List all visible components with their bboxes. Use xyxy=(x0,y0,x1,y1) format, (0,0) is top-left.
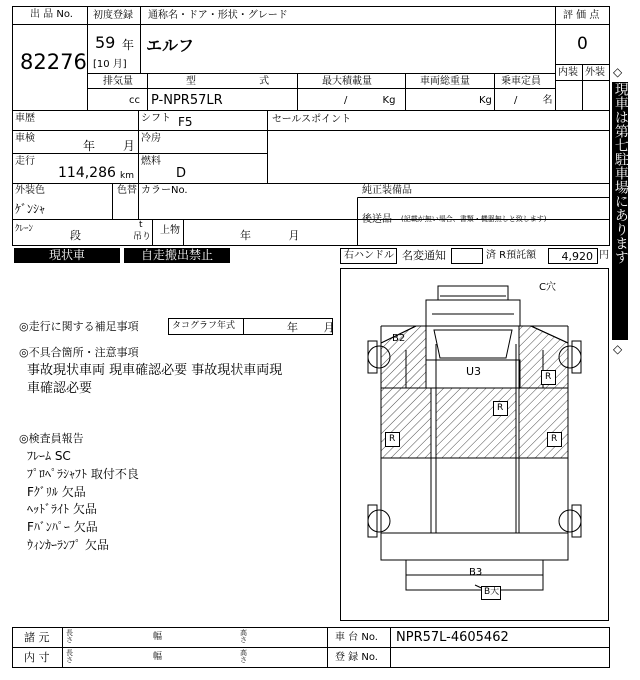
right-handle-box xyxy=(340,248,397,264)
recycle-amount-box xyxy=(548,248,598,264)
side-banner-text: 現車は第七駐車場にあります xyxy=(612,82,629,264)
repair-mark-left-side: R xyxy=(385,432,400,447)
ac-label: 冷房 xyxy=(141,133,161,144)
height-label: 高さ xyxy=(240,629,247,644)
first-registration-label: 初度登録 xyxy=(93,10,133,21)
banner-bottom-diamond: ◇ xyxy=(613,342,623,356)
inspector-line: Fﾊﾞﾝﾊﾟｰ 欠品 xyxy=(27,520,98,534)
mileage-label: 走行 xyxy=(15,156,35,167)
first-registration-month: [10 月] xyxy=(93,59,127,70)
crane-label: ｸﾚｰﾝ xyxy=(15,224,34,234)
b-large-mark: B大 xyxy=(481,586,501,600)
score-value: 0 xyxy=(577,34,588,54)
fuel-label: 燃料 xyxy=(141,156,161,167)
aftermarket-note: (記載が無い場合、書類・機器無しと致します) xyxy=(401,215,547,223)
year-unit: 年 xyxy=(122,38,135,52)
no-self-drive-badge: 自走搬出禁止 xyxy=(124,248,230,263)
height-label: 高さ xyxy=(240,649,247,664)
side-banner xyxy=(612,82,628,340)
capacity-label: 乗車定員 xyxy=(501,76,541,87)
score-label: 評 価 点 xyxy=(563,10,600,21)
sales-points-label: セールスポイント xyxy=(272,114,352,125)
repair-mark-bed-center: R xyxy=(493,401,508,416)
max-load-label: 最大積載量 xyxy=(322,76,372,87)
upper-body-label: 上物 xyxy=(160,225,180,236)
lot-number: 82276 xyxy=(20,50,87,74)
first-registration-year: 59 xyxy=(95,33,116,52)
inspection-label: 車検 xyxy=(15,133,35,144)
crane-ton-label: 吊り xyxy=(133,232,152,242)
banner-top-diamond: ◇ xyxy=(613,65,623,79)
right-handle-label: 右ハンドル xyxy=(344,250,394,261)
inspector-line: ﾌﾚｰﾑ SC xyxy=(27,449,71,463)
gross-weight-label: 車両総重量 xyxy=(420,76,470,87)
specs-label: 諸 元 xyxy=(24,631,50,644)
tacho-label: タコグラフ年式 xyxy=(172,321,236,331)
length-label: 長さ xyxy=(66,649,73,664)
exterior-grade-label: 外装 xyxy=(585,67,605,78)
b2-label: B2 xyxy=(392,333,406,344)
damage-hatch-front xyxy=(381,326,568,458)
shift-value: F5 xyxy=(178,115,193,129)
b3-label: B3 xyxy=(469,567,483,578)
defects-line-1: 事故現状車両 現車確認必要 事故現状車両現 xyxy=(27,363,283,378)
color-no-label: カラーNo. xyxy=(141,185,188,196)
inspector-line: Fｸﾞﾘﾙ 欠品 xyxy=(27,485,86,499)
name-change-label: 名変通知 xyxy=(402,249,446,262)
model-code: P-NPR57LR xyxy=(151,93,223,108)
history-label: 車歴 xyxy=(15,113,35,124)
length-label: 長さ xyxy=(66,629,73,644)
model-label: 型 式 xyxy=(186,76,300,87)
tacho-value: 年 月 xyxy=(287,321,335,334)
max-load-value: / Kg xyxy=(344,95,396,106)
car-name-label: 通称名・ドア・形状・グレード xyxy=(148,10,288,21)
recycle-unit: 円 xyxy=(599,250,609,261)
crane-ton-t: t xyxy=(139,220,143,230)
inspector-line: ｳｨﾝｶｰﾗﾝﾌﾟ 欠品 xyxy=(27,538,109,552)
inspector-line: ﾍｯﾄﾞﾗｲﾄ 欠品 xyxy=(27,502,97,516)
upper-body-value: 年 月 xyxy=(240,229,300,242)
chassis-number: NPR57L-4605462 xyxy=(396,630,509,645)
current-state-badge: 現状車 xyxy=(14,248,120,263)
recycle-amount: 4,920 xyxy=(561,250,593,263)
aftermarket-label: 後送品 xyxy=(362,214,392,225)
interior-grade-label: 内装 xyxy=(558,67,578,78)
dims-label: 内 寸 xyxy=(24,651,50,664)
shift-label: シフト xyxy=(141,113,171,124)
mileage-value: 114,286 xyxy=(58,165,116,181)
defects-line-2: 車確認必要 xyxy=(27,381,93,396)
crane-stage: 段 xyxy=(70,229,81,242)
inspector-line: ﾌﾟﾛﾍﾟﾗｼｬﾌﾄ 取付不良 xyxy=(27,467,139,481)
fuel-value: D xyxy=(176,166,187,181)
c-hole-label: C穴 xyxy=(539,282,556,293)
defects-label: ◎不具合箇所・注意事項 xyxy=(19,346,139,359)
driving-notes-label: ◎走行に関する補足事項 xyxy=(19,320,139,333)
inspection-value: 年 月 xyxy=(83,139,135,153)
name-change-box xyxy=(451,248,483,264)
genuine-equipment-label: 純正装備品 xyxy=(362,185,412,196)
exterior-color-label: 外装色 xyxy=(15,185,45,196)
width-label: 幅 xyxy=(153,652,163,662)
lot-no-label: 出 品 No. xyxy=(30,9,73,20)
u3-label: U3 xyxy=(466,365,482,378)
color-change-label: 色替 xyxy=(117,185,137,196)
displacement-unit: cc xyxy=(129,95,140,106)
mileage-unit: km xyxy=(120,171,134,181)
repair-mark-right-side: R xyxy=(547,432,562,447)
chassis-no-label: 車 台 No. xyxy=(335,632,378,643)
capacity-value: / 名 xyxy=(514,95,553,106)
repair-mark-front-right: R xyxy=(541,370,556,385)
registration-no-label: 登 録 No. xyxy=(335,652,378,663)
width-label: 幅 xyxy=(153,632,163,642)
gross-weight-value: Kg xyxy=(479,95,492,106)
displacement-label: 排気量 xyxy=(103,76,133,87)
exterior-color-value: ｹﾞﾝｼｬ xyxy=(15,202,46,216)
car-name: エルフ xyxy=(146,36,195,55)
recycle-label: 済 R預託額 xyxy=(486,250,537,261)
inspector-report-label: ◎検査員報告 xyxy=(19,432,84,445)
